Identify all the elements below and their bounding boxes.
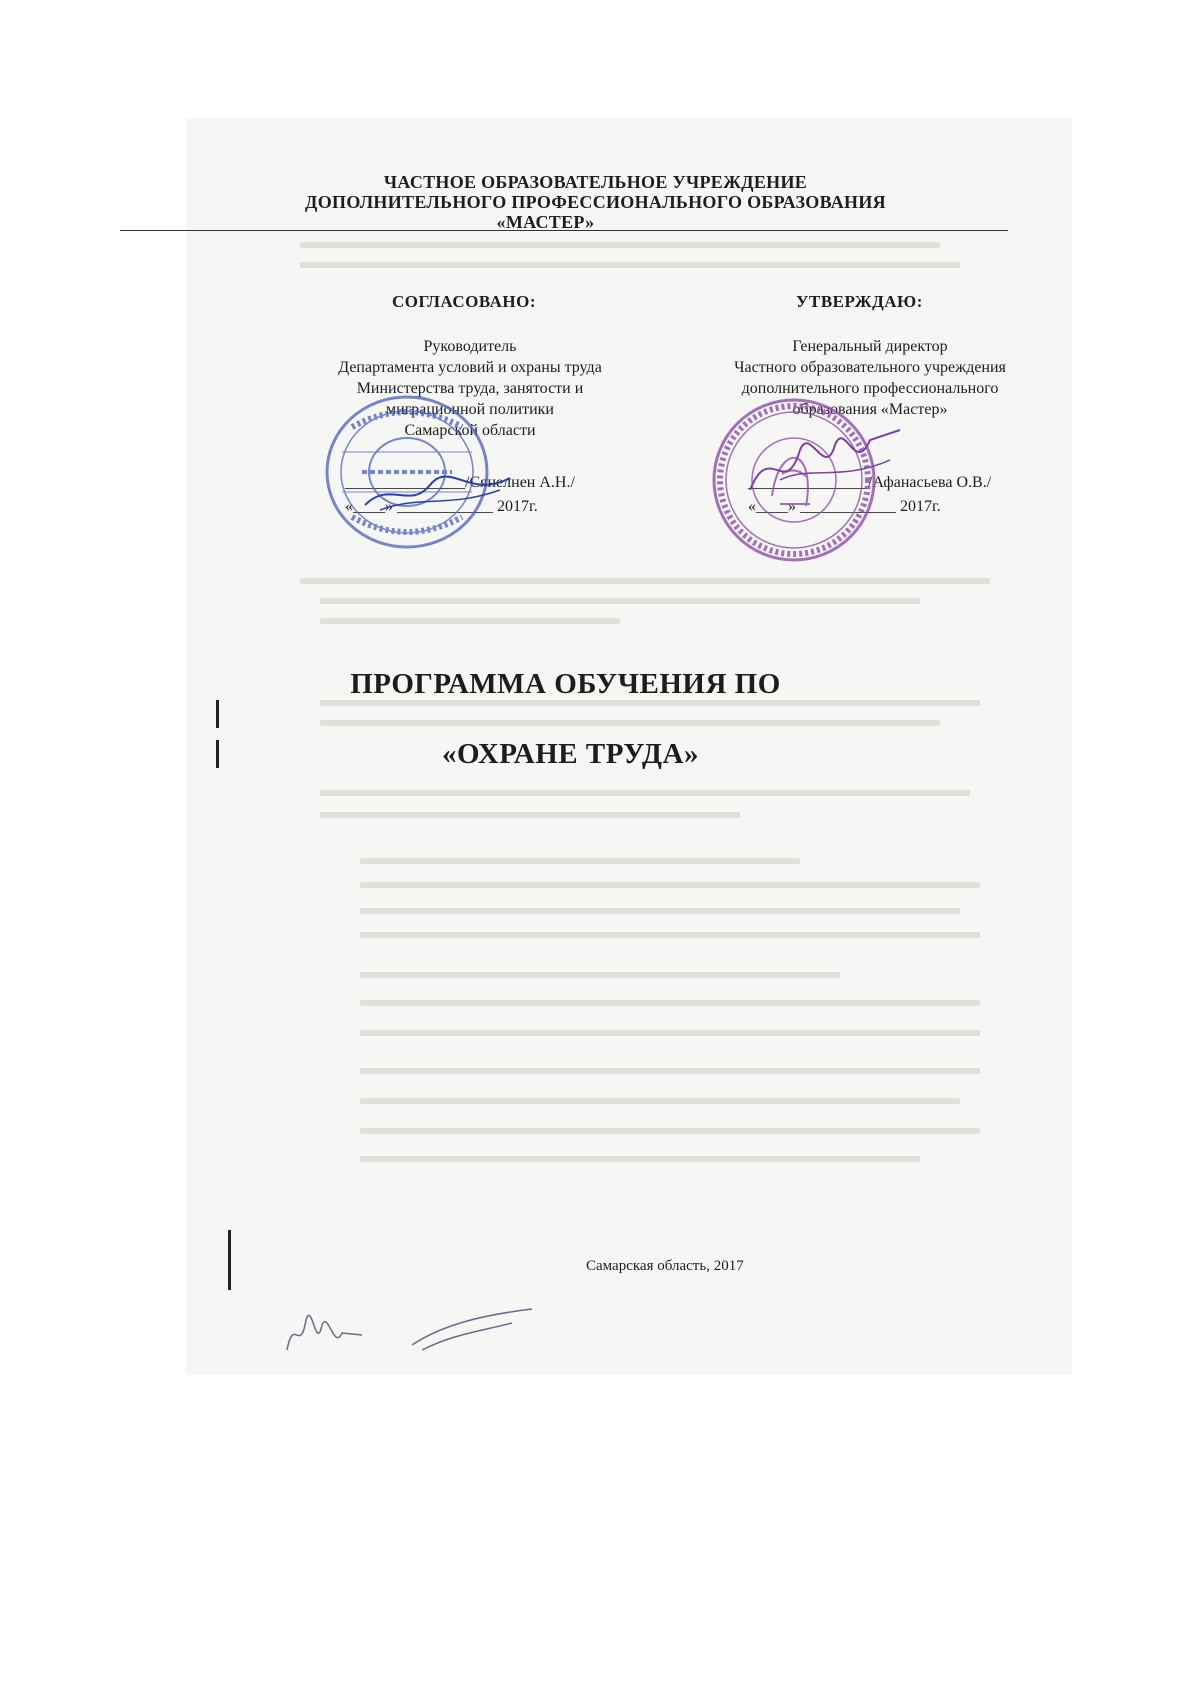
- agreed-title: СОГЛАСОВАНО:: [392, 292, 537, 311]
- bleed-through-line: [300, 262, 960, 268]
- bleed-through-line: [360, 882, 980, 888]
- bleed-through-line: [360, 1128, 980, 1134]
- bleed-through-line: [360, 1068, 980, 1074]
- org-name-line-2: ДОПОЛНИТЕЛЬНОГО ПРОФЕССИОНАЛЬНОГО ОБРАЗОВАНИЯ: [305, 192, 886, 212]
- header-rule: [120, 230, 1008, 231]
- left-signature-icon: [360, 470, 520, 515]
- agreed-line: Руководитель: [423, 338, 517, 355]
- agreed-line: Самарской области: [404, 422, 536, 439]
- bleed-through-line: [360, 908, 960, 914]
- agreed-date-line: «____» ____________ 2017г.: [345, 498, 538, 515]
- bleed-through-line: [320, 618, 620, 624]
- bleed-through-line: [360, 858, 800, 864]
- bleed-through-line: [360, 932, 980, 938]
- binder-mark: [228, 1230, 231, 1290]
- org-name-line-3: «МАСТЕР»: [496, 212, 595, 232]
- bleed-through-line: [320, 720, 940, 726]
- approve-signature-line: _______________/Афанасьева О.В./: [748, 474, 992, 491]
- bleed-through-line: [360, 1000, 980, 1006]
- right-signature-icon: [740, 420, 910, 510]
- agreed-line: Министерства труда, занятости и: [356, 380, 584, 397]
- bleed-through-line: [360, 972, 840, 978]
- bottom-signature-icon: [282, 1305, 542, 1365]
- approve-title: УТВЕРЖДАЮ:: [796, 292, 923, 311]
- approve-date-line: «____» ____________ 2017г.: [748, 498, 941, 515]
- bleed-through-line: [360, 1098, 960, 1104]
- bleed-through-line: [300, 578, 990, 584]
- agreed-signature-line: _______________/Сянелнен А.Н./: [345, 474, 575, 491]
- program-title-line-2: «ОХРАНЕ ТРУДА»: [442, 738, 699, 770]
- agreed-line: миграционной политики: [386, 401, 554, 418]
- approve-line: образования «Мастер»: [792, 401, 948, 418]
- approve-line: Генеральный директор: [792, 338, 948, 355]
- approve-line: Частного образовательного учреждения: [734, 359, 1006, 376]
- bleed-through-line: [360, 1156, 920, 1162]
- agreed-line: Департамента условий и охраны труда: [338, 359, 602, 376]
- place-year: Самарская область, 2017: [586, 1258, 744, 1274]
- approve-line: дополнительного профессионального: [741, 380, 999, 397]
- program-title-line-1: ПРОГРАММА ОБУЧЕНИЯ ПО: [350, 668, 781, 700]
- bleed-through-line: [360, 1030, 980, 1036]
- binder-mark: [216, 700, 219, 728]
- org-name-line-1: ЧАСТНОЕ ОБРАЗОВАТЕЛЬНОЕ УЧРЕЖДЕНИЕ: [383, 172, 808, 192]
- bleed-through-line: [320, 598, 920, 604]
- bleed-through-line: [320, 790, 970, 796]
- bleed-through-line: [300, 242, 940, 248]
- bleed-through-line: [320, 812, 740, 818]
